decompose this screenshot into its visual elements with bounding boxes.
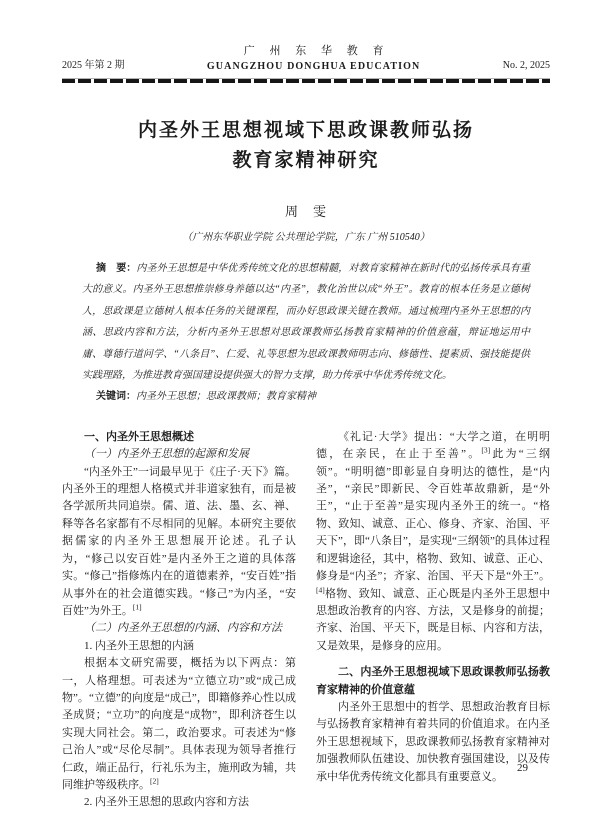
header-rule — [62, 78, 550, 83]
journal-header — [62, 42, 550, 72]
abstract-text: 内圣外王思想是中华优秀传统文化的思想精髓，对教育家精神在新时代的弘扬传承具有重大的意义。内圣外王思想推崇修身养德以达“内圣”，教化治世以成“外王”。教育的根本任务是立德树人，思政课是立德树人根本任务的关键课程，而办好思政课关键在教师。通过梳理内圣外王思想的内涵、思政内容和方法，分析内圣外王思想对思政课教师弘扬教育家精神的价值意蕴，辩证地运用中庸、尊德行道问学、“八条目”、仁爱、礼等思想为思政课教师明志向、修德性、提素质、强技能提供实践理路，为推进教育强国建设提供强大的智力支撑，助力传承中华优秀传统文化。 — [82, 263, 531, 382]
right-column — [316, 429, 550, 812]
keywords-section — [82, 386, 530, 407]
subsection-heading-2: （二）内圣外王思想的内涵、内容和方法 — [84, 622, 282, 635]
body-paragraph: “内圣外王”一词最早见于《庄子·天下》篇。内圣外王的理想人格模式并非道家独有，而是被各学派所共同追崇。儒、道、法、墨、玄、禅、释等各名家都有不尽相同的见解。本研究主要依据儒家的内圣外王思想展开论述。孔子认为，“修己以安百姓”是内圣外王之道的具体落实。“修己”指修炼内在的道德素养，“安百姓”指从事外在的社会道德实践。“修己”为内圣，“安百姓”为外王。[1] — [62, 465, 296, 617]
article-title-line1: 内圣外王思想视域下思政课教师弘扬 — [137, 120, 474, 141]
keywords-text: 内圣外王思想；思政课教师；教育家精神 — [136, 391, 316, 403]
journal-name-cn: 广 州 东 华 教 育 — [243, 45, 390, 57]
body-paragraph: 内圣外王思想中的哲学、思想政治教育目标与弘扬教育家精神有着共同的价值追求。在内圣外王思想视域下，思政课教师弘扬教育家精神对加强教师队伍建设、加快教育强国建设，以及传承中华优秀传统文化都具有重要意义。 — [316, 700, 550, 783]
numbered-item-2: 2. 内圣外王思想的思政内容和方法 — [84, 796, 249, 809]
journal-masthead — [125, 42, 503, 72]
body-paragraph: 《礼记·大学》提出：“大学之道，在明明德，在亲民，在止于至善”。[3]此为“三纲领”。“明明德”即彰显自身明达的德性，是“内圣”，“亲民”即新民、令百姓革故鼎新，是“外王”，“止于至善”是实现内圣外王的统一。“格物、致知、诚意、正心、修身、齐家、治国、平天下”，即“八条目”，是实现“三纲领”的具体过程和逻辑途径，其中，格物、致知、诚意、正心、修身是“内圣”；齐家、治国、平天下是“外王”。[4]格物、致知、诚意、正心既是内圣外王思想中思想政治教育的内容、方法，又是修身的前提；齐家、治国、平天下，既是目标、内容和方法，又是效果，是修身的应用。 — [316, 430, 550, 652]
article-title-line2: 教育家精神研究 — [232, 150, 380, 171]
issue-label-right: No. 2, 2025 — [502, 60, 550, 71]
article-title — [0, 116, 612, 176]
issue-label-left: 2025 年第 2 期 — [62, 60, 125, 71]
abstract-label: 摘 要： — [96, 263, 137, 274]
journal-name-en: GUANGZHOU DONGHUA EDUCATION — [206, 61, 421, 72]
keywords-label: 关键词： — [96, 391, 136, 403]
body-columns — [62, 429, 550, 812]
body-paragraph: 根据本文研究需要，概括为以下两点：第一，人格理想。可表述为“立德立功”或“成己成物”。“立德”的向度是“成己”，即籍修养心性以成圣成贤；“立功”的向度是“成物”，即利济苍生以实现大同社会。第二，政治要求。可表述为“修己治人”或“尽伦尽制”。具体表现为领导者推行仁政，端正品行，行礼乐为主，施刑政为辅，共同维护等级秩序。[2] — [62, 657, 296, 791]
section-heading-1: 一、内圣外王思想概述 — [84, 430, 194, 443]
abstract-section — [82, 258, 530, 386]
numbered-item-1: 1. 内圣外王思想的内涵 — [84, 639, 194, 652]
section-heading-2: 二、内圣外王思想视域下思政课教师弘扬教育家精神的价值意蕴 — [316, 666, 550, 696]
page-number: 29 — [517, 762, 528, 774]
author-name: 周 雯 — [284, 204, 327, 219]
left-column — [62, 429, 296, 812]
author-affiliation: （广州东华职业学院 公共理论学院，广东 广州 510540） — [182, 232, 430, 243]
subsection-heading-1: （一）内圣外王思想的起源和发展 — [84, 448, 249, 461]
